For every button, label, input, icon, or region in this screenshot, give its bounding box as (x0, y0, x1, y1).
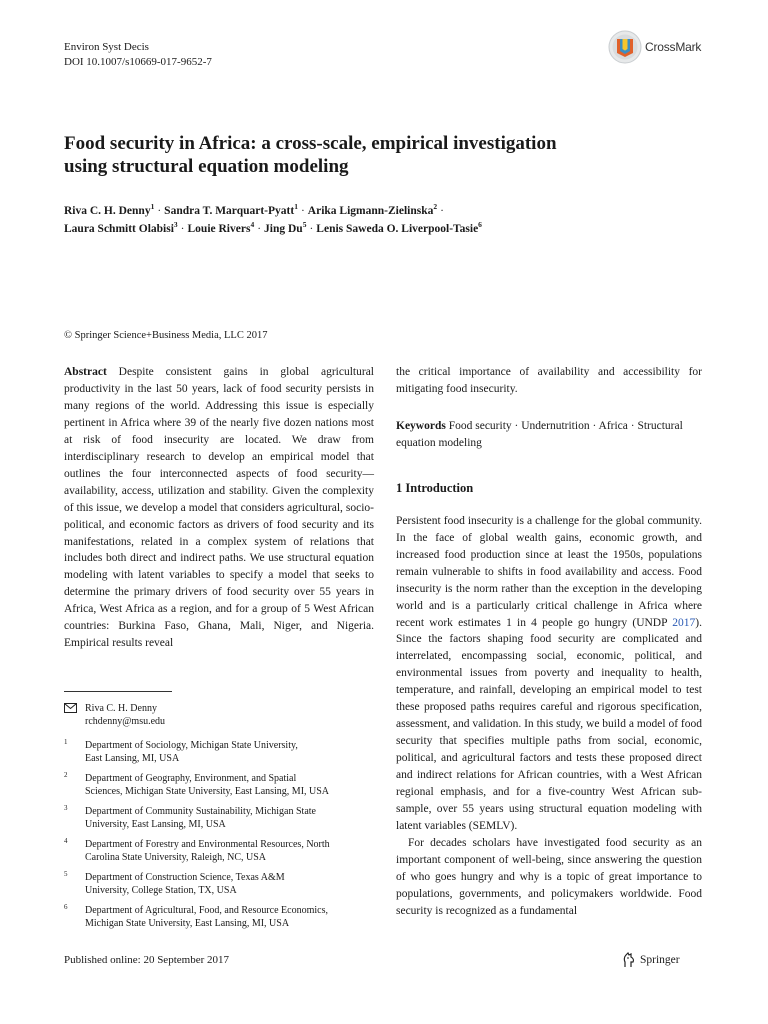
introduction-paragraph (396, 513, 702, 835)
affiliation-line: Department of Geography, Environment, and Spatial (85, 773, 297, 784)
author-name[interactable]: Jing Du (264, 223, 303, 235)
paragraph-text: ). Since the factors shaping food security are complicated and interrelated, encompassing social, economic, political, and environmental issues from poverty and inequality to health, temperature, and rainfall, developing an empirical model to test these proposed paths requires careful and rigorous specification, assessment, and validation. In this study, we build a model of food security that specifies multiple paths from social, economic, political, and agricultural factors and tests these proposed direct and indirect relations for African countries, with a West African regional emphasis, and for a five-country West African sub-sample, over 55 years using structural equation modeling with latent variables (SEMLV). (396, 616, 702, 832)
abstract-continuation: the critical importance of availability and accessibility for mitigating food insecurity. (396, 366, 702, 395)
publisher-logo (622, 952, 680, 968)
paragraph-text: Persistent food insecurity is a challenge for the global community. In the face of global wealth gains, economic growth, and increased food production since at least the 1950s, populations remain vulnerable to shifts in food availability and access. Food insecurity is the norm rather than the exception in the developing world and is a particularly critical challenge in Africa where recent work estimates 1 in 4 people go hungry (UNDP (396, 514, 702, 629)
author-separator: · (180, 223, 185, 235)
affiliation-line: Department of Agricultural, Food, and Resource Economics, (85, 905, 328, 916)
affiliation-marker: 6 (478, 220, 482, 229)
affiliation-line: University, East Lansing, MI, USA (85, 819, 226, 830)
author-separator: · (157, 205, 162, 217)
affiliation-item (64, 871, 374, 897)
title-line: using structural equation modeling (64, 156, 349, 177)
author-line (64, 220, 704, 238)
author-name[interactable]: Riva C. H. Denny (64, 205, 151, 217)
envelope-icon (64, 703, 77, 713)
affiliation-number: 1 (64, 738, 68, 746)
affiliation-line: Department of Community Sustainability, Michigan State (85, 806, 316, 817)
article-title (64, 132, 684, 178)
title-line: Food security in Africa: a cross-scale, empirical investigation (64, 133, 557, 154)
author-separator: · (309, 223, 314, 235)
crossmark-icon (608, 30, 642, 64)
abstract-label: Abstract (64, 366, 107, 378)
right-column (396, 364, 702, 920)
affiliation-item (64, 739, 374, 765)
affiliation-line: East Lansing, MI, USA (85, 753, 180, 764)
affiliation-marker: 5 (302, 220, 307, 229)
affiliation-marker: 4 (250, 220, 255, 229)
affiliation-line: Department of Sociology, Michigan State University, (85, 740, 298, 751)
affiliation-item (64, 838, 374, 864)
keywords-label: Keywords (396, 419, 446, 432)
author-name[interactable]: Sandra T. Marquart-Pyatt (164, 205, 295, 217)
author-name[interactable]: Arika Ligmann-Zielinska (307, 205, 434, 217)
author-line (64, 202, 704, 220)
introduction-paragraph: For decades scholars have investigated food security as an important component of well-being, since answering the question of who goes hungry and why is a topic of great importance to populations, governments, and policymakers worldwide. Food security is recognized as a fundamental (396, 836, 702, 917)
author-name[interactable]: Louie Rivers (187, 223, 251, 235)
affiliation-item (64, 805, 374, 831)
publication-date: Published online: 20 September 2017 (64, 954, 229, 966)
publisher-name: Springer (640, 954, 680, 966)
author-separator: · (300, 205, 305, 217)
corresponding-name: Riva C. H. Denny (85, 703, 157, 714)
affiliation-number: 5 (64, 870, 68, 878)
abstract (64, 364, 374, 652)
affiliation-marker: 3 (173, 220, 178, 229)
keywords (396, 418, 702, 452)
left-column (64, 364, 374, 652)
affiliation-item (64, 904, 374, 930)
corresponding-email[interactable]: rchdenny@msu.edu (85, 716, 166, 727)
affiliation-item (64, 772, 374, 798)
author-name[interactable]: Lenis Saweda O. Liverpool-Tasie (316, 223, 479, 235)
affiliation-number: 3 (64, 804, 68, 812)
affiliation-marker: 2 (433, 202, 438, 211)
crossmark-label: CrossMark (645, 40, 702, 54)
section-heading-introduction: 1 Introduction (396, 480, 474, 495)
affiliation-number: 2 (64, 771, 68, 779)
affiliation-marker: 1 (150, 202, 155, 211)
springer-horse-icon (622, 952, 636, 968)
affiliation-marker: 1 (294, 202, 298, 211)
affiliation-line: Sciences, Michigan State University, East Lansing, MI, USA (85, 786, 330, 797)
author-separator: · (257, 223, 262, 235)
author-list (64, 202, 704, 238)
journal-name: Environ Syst Decis (64, 41, 149, 53)
affiliation-number: 4 (64, 837, 68, 845)
journal-header (64, 40, 212, 70)
copyright-notice: © Springer Science+Business Media, LLC 2017 (64, 330, 268, 341)
affiliation-line: Department of Construction Science, Texas A&M (85, 872, 285, 883)
crossmark-badge[interactable] (608, 30, 701, 64)
affiliation-line: Carolina State University, Raleigh, NC, USA (85, 852, 266, 863)
affiliation-list (64, 739, 374, 937)
keywords-text: Food security · Undernutrition · Africa · Structural equation modeling (396, 419, 683, 449)
author-name[interactable]: Laura Schmitt Olabisi (64, 223, 174, 235)
corresponding-author (64, 702, 165, 728)
author-separator: · (440, 205, 444, 217)
affiliation-line: University, College Station, TX, USA (85, 885, 237, 896)
affiliation-line: Michigan State University, East Lansing, MI, USA (85, 918, 290, 929)
doi[interactable]: DOI 10.1007/s10669-017-9652-7 (64, 56, 212, 68)
abstract-text: Despite consistent gains in global agricultural productivity in the last 50 years, lack of food security persists in many regions of the world. Addressing this issue is especially pertinent in Africa where 39 of the nearly five dozen nations most at risk of food insecurity are located. We draw from interdisciplinary research to develop an empirical model that outlines the four interconnected aspects of food security—availability, access, utilization and stability. Given the complexity of this issue, we develop a model that considers agricultural, socio-political, and economic factors as drivers of food security and its manifestations, related in a complex system of relations that includes both direct and indirect paths. We use structural equation modeling with latent variables to specify a model that seeks to determine the primary drivers of food security over 55 years in Africa, West Africa as a region, and for a group of 5 West African countries: Burkina Faso, Ghana, Mali, Niger, and Nigeria. Empirical results reveal (64, 366, 375, 650)
footnote-divider (64, 691, 172, 692)
citation-link[interactable]: 2017 (672, 616, 696, 629)
affiliation-number: 6 (64, 903, 68, 911)
affiliation-line: Department of Forestry and Environmental Resources, North (85, 839, 330, 850)
